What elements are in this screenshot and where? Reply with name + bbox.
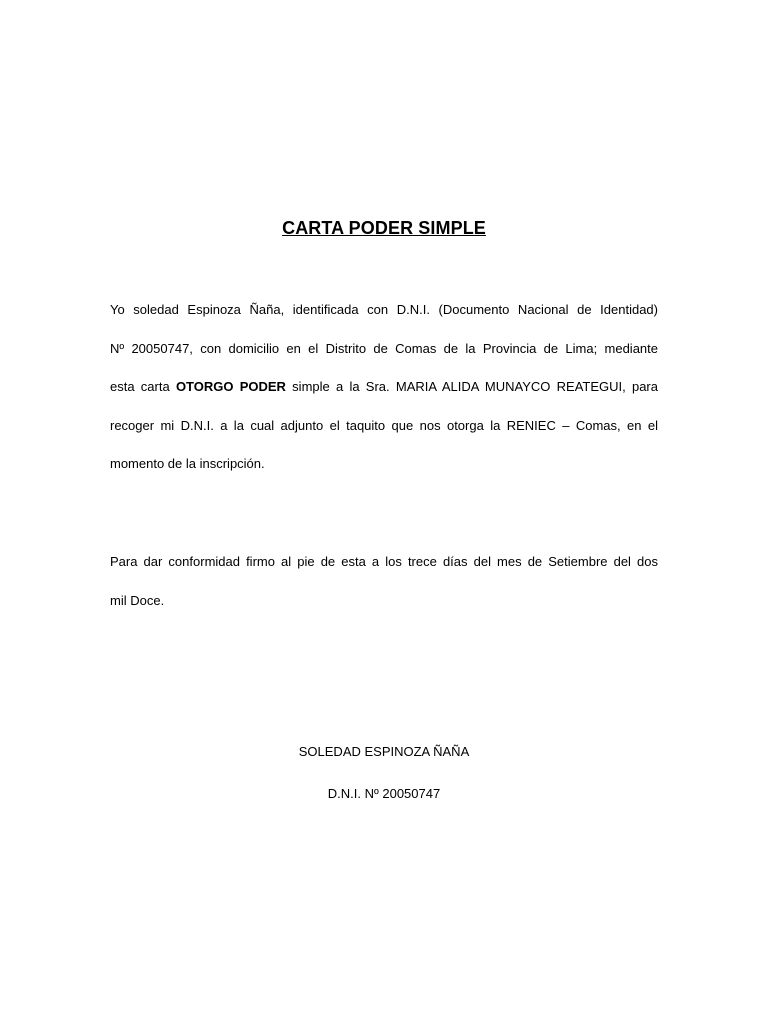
conformity-paragraph bbox=[110, 543, 658, 620]
paragraph-line: Nº 20050747, con domicilio en el Distrito de Comas de la Provincia de Lima; mediante bbox=[110, 340, 658, 356]
paragraph-line: Yo soledad Espinoza Ñaña, identificada con D.N.I. (Documento Nacional de Identidad) bbox=[110, 302, 658, 317]
signature-dni: D.N.I. Nº 20050747 bbox=[327, 786, 441, 801]
paragraph-line: mil Doce. bbox=[110, 592, 165, 608]
paragraph-text: simple a la Sra. MARIA ALIDA MUNAYCO REATEGUI, para bbox=[285, 379, 658, 394]
paragraph-line: momento de la inscripción. bbox=[110, 456, 265, 471]
authorization-paragraph bbox=[110, 291, 658, 484]
paragraph-line bbox=[110, 368, 658, 407]
signature-name: SOLEDAD ESPINOZA ÑAÑA bbox=[298, 744, 470, 759]
document-title: CARTA PODER SIMPLE bbox=[282, 218, 486, 238]
paragraph-text: esta carta bbox=[110, 379, 176, 394]
granted-power-text: OTORGO PODER bbox=[175, 379, 286, 394]
paragraph-line: recoger mi D.N.I. a la cual adjunto el taquito que nos otorga la RENIEC – Comas, en el bbox=[110, 417, 658, 433]
paragraph-line: Para dar conformidad firmo al pie de esta a los trece días del mes de Setiembre del dos bbox=[110, 554, 658, 569]
